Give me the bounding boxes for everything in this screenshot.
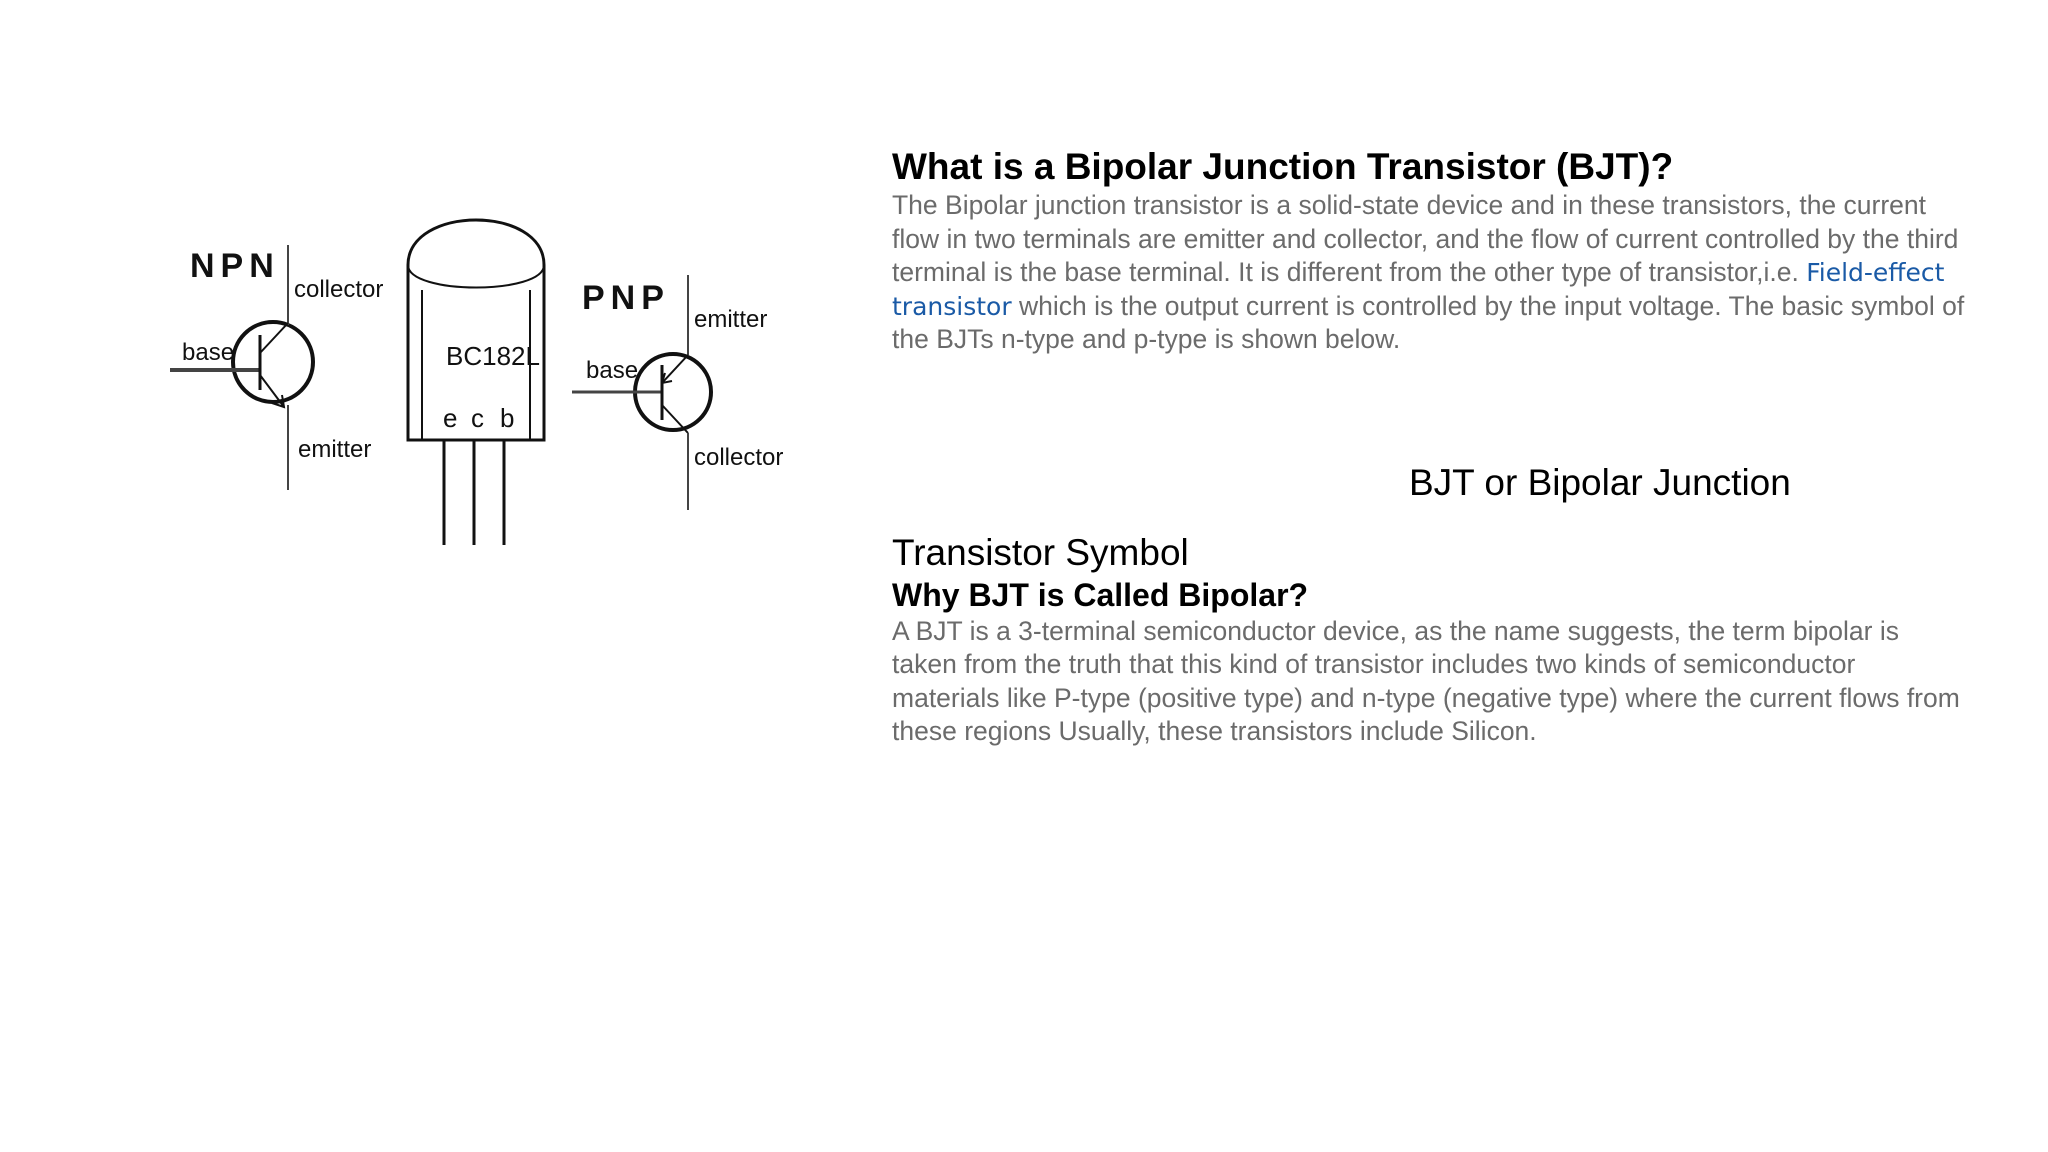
- package-label: BC182L: [446, 341, 540, 371]
- section-heading-bipolar: Why BJT is Called Bipolar?: [892, 576, 1309, 613]
- npn-collector-line: [260, 323, 288, 353]
- npn-circle: [233, 322, 313, 402]
- pin-b-label: b: [500, 403, 515, 433]
- npn-label: NPN: [190, 247, 280, 285]
- pin-c-label: c: [471, 403, 484, 433]
- field-effect-transistor-link[interactable]: Field-effect transistor: [892, 258, 1945, 321]
- pnp-base-label: base: [586, 357, 639, 384]
- package-top-edge: [408, 265, 544, 288]
- section-paragraph-bipolar: A BJT is a 3-terminal semiconductor device, as the name suggests, the term bipolar is taken from the truth that this kind of transistor includes two kinds of semiconductor materials like P-type (positive type) and n-type (negative type) where the current flows from these regions Usually, these transistors include Silicon.: [892, 615, 1960, 746]
- figure-caption-line-1: BJT or Bipolar Junction: [1409, 461, 1791, 503]
- transistor-package: [408, 220, 544, 545]
- section-heading-bjt: What is a Bipolar Junction Transistor (BJT)?: [892, 146, 1674, 187]
- figure-caption-line-2: Transistor Symbol: [892, 531, 1189, 573]
- paragraph-text-after-link: which is the output current is controlled by the input voltage. The basic symbol of the BJTs n-type and p-type is shown below.: [892, 290, 1965, 354]
- pin-e-label: e: [443, 403, 458, 433]
- npn-emitter-label: emitter: [298, 436, 372, 463]
- npn-collector-label: collector: [294, 276, 384, 303]
- figure-caption: [892, 462, 1967, 512]
- bjt-symbol-diagram: [160, 215, 800, 570]
- pnp-collector-label: collector: [694, 444, 784, 471]
- npn-symbol: [170, 245, 383, 490]
- npn-base-label: base: [182, 339, 235, 366]
- bjt-symbol-figure: [160, 215, 800, 570]
- paragraph-text-before-link: The Bipolar junction transistor is a solid-state device and in these transistors, the current flow in two terminals are emitter and collector, and the flow of current controlled by the third terminal is the base terminal. It is different from the other type of transistor,i.e.: [892, 190, 1959, 287]
- article-content: [892, 145, 1967, 749]
- pnp-label: PNP: [582, 279, 670, 317]
- pnp-emitter-line: [662, 355, 688, 383]
- pnp-symbol: [572, 275, 783, 510]
- pnp-emitter-label: emitter: [694, 306, 768, 333]
- section-paragraph-bjt: [892, 189, 1967, 357]
